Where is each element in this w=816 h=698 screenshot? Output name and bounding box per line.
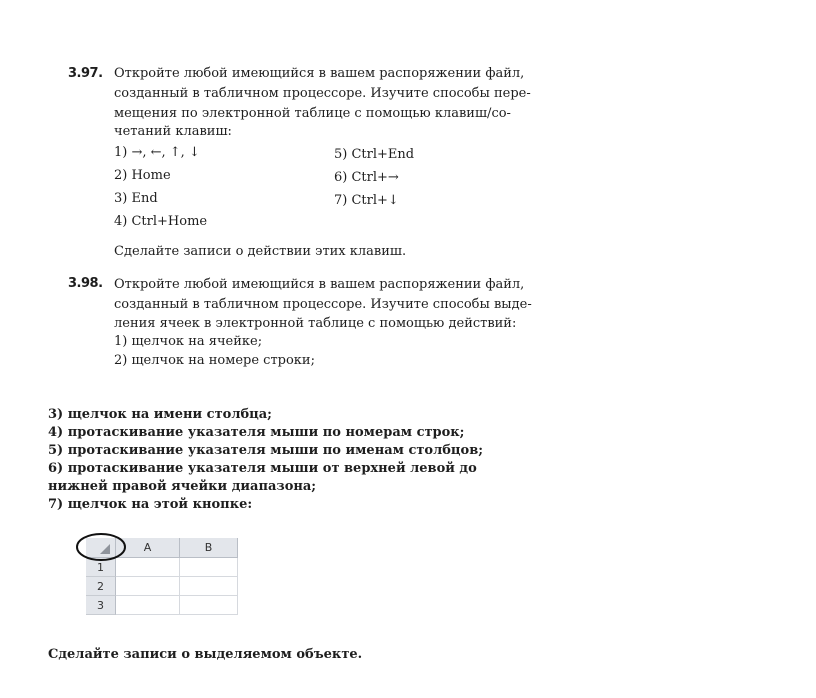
continuation-item-4: 4) протаскивание указателя мыши по номерам строк; — [48, 425, 465, 440]
task-3-97-line-1: Откройте любой имеющийся в вашем распоряжении файл, — [114, 66, 525, 81]
column-header-b[interactable]: B — [180, 538, 238, 558]
task-3-98-number: 3.98. — [68, 276, 103, 291]
task-3-97-option-4: 4) Ctrl+Home — [114, 214, 208, 229]
cell-a2[interactable] — [116, 577, 180, 596]
task-3-98-item-1: 1) щелчок на ячейке; — [114, 334, 263, 349]
row-header-2[interactable]: 2 — [86, 577, 116, 596]
task-3-97-option-2: 2) Home — [114, 168, 171, 183]
task-3-98-item-2: 2) щелчок на номере строки; — [114, 353, 315, 368]
continuation-item-3: 3) щелчок на имени столбца; — [48, 407, 272, 422]
highlight-circle-icon — [74, 530, 130, 564]
task-3-97-number: 3.97. — [68, 66, 103, 81]
task-3-97-line-4: четаний клавиш: — [114, 124, 232, 139]
task-3-97-option-1: 1) →, ←, ↑, ↓ — [114, 145, 200, 160]
task-3-98-line-3: ления ячеек в электронной таблице с помощью действий: — [114, 316, 517, 331]
task-3-97-option-5: 5) Ctrl+End — [334, 147, 415, 162]
spreadsheet-fragment — [86, 530, 238, 620]
cell-b3[interactable] — [180, 596, 238, 615]
task-3-98-line-2: созданный в табличном процессоре. Изучите способы выде- — [114, 297, 532, 312]
task-3-97-option-3: 3) End — [114, 191, 158, 206]
task-3-97-footer: Сделайте записи о действии этих клавиш. — [114, 244, 407, 259]
continuation-footer: Сделайте записи о выделяемом объекте. — [48, 647, 363, 662]
task-3-97-option-6: 6) Ctrl+→ — [334, 170, 399, 185]
continuation-item-6: 6) протаскивание указателя мыши от верхней левой до — [48, 461, 477, 476]
column-header-a[interactable]: A — [116, 538, 180, 558]
cell-b1[interactable] — [180, 558, 238, 577]
task-3-97-line-2: созданный в табличном процессоре. Изучите способы пере- — [114, 86, 531, 101]
cell-a3[interactable] — [116, 596, 180, 615]
task-3-97-option-7: 7) Ctrl+↓ — [334, 193, 399, 208]
task-3-98-line-1: Откройте любой имеющийся в вашем распоряжении файл, — [114, 277, 525, 292]
continuation-item-7: 7) щелчок на этой кнопке: — [48, 497, 253, 512]
row-header-3[interactable]: 3 — [86, 596, 116, 615]
continuation-item-5: 5) протаскивание указателя мыши по именам столбцов; — [48, 443, 484, 458]
continuation-item-6-cont: нижней правой ячейки диапазона; — [48, 479, 317, 494]
row-header-1[interactable]: 1 — [86, 558, 116, 577]
cell-b2[interactable] — [180, 577, 238, 596]
task-3-97-line-3: мещения по электронной таблице с помощью клавиш/со- — [114, 106, 511, 121]
